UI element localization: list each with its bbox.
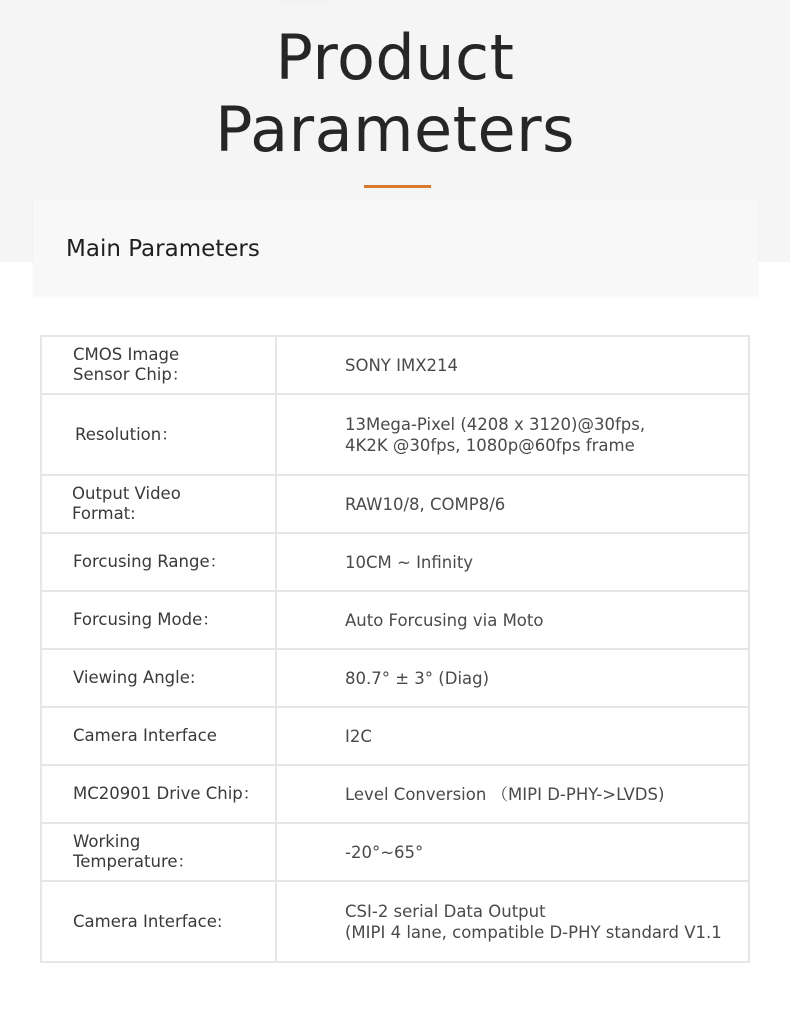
- param-label: Working: [73, 832, 141, 851]
- section-heading: Main Parameters: [66, 236, 260, 262]
- param-label: Temperature：: [73, 852, 195, 871]
- param-value: I2C: [345, 726, 372, 746]
- param-value-cell: [276, 881, 749, 962]
- param-value: Level Conversion （MIPI D-PHY->LVDS): [345, 784, 665, 804]
- param-value: RAW10/8, COMP8/6: [345, 494, 506, 514]
- param-value: -20°~65°: [345, 842, 424, 862]
- param-label-cell: [41, 394, 276, 475]
- table-row: [41, 533, 749, 591]
- table-row: [41, 823, 749, 881]
- param-label: Camera Interface:: [73, 911, 223, 931]
- param-value-cell: [276, 533, 749, 591]
- param-value: Auto Forcusing via Moto: [345, 610, 544, 630]
- param-label-cell: [41, 823, 276, 881]
- table-row: [41, 591, 749, 649]
- param-value-cell: [276, 336, 749, 394]
- page-title-line-2: Parameters: [215, 93, 575, 166]
- param-value-cell: [276, 475, 749, 533]
- table-row: [41, 707, 749, 765]
- param-label-cell: [41, 533, 276, 591]
- param-value: SONY IMX214: [345, 355, 459, 375]
- table-row: [41, 765, 749, 823]
- table-row: [41, 475, 749, 533]
- title-underline-accent: [364, 185, 431, 188]
- page-title-line-1: Product: [275, 21, 515, 94]
- param-value: 13Mega-Pixel (4208 x 3120)@30fps,: [345, 414, 646, 434]
- param-label: Camera Interface: [73, 726, 217, 745]
- param-value: 80.7° ± 3° (Diag): [345, 668, 490, 688]
- param-label: Sensor Chip：: [73, 365, 189, 384]
- param-label: Viewing Angle:: [73, 668, 196, 687]
- param-label: Format:: [72, 504, 136, 523]
- table-row: [41, 649, 749, 707]
- param-value: 10CM ~ Infinity: [345, 552, 474, 572]
- parameters-table: [40, 335, 750, 963]
- decorative-glow: [250, 0, 360, 6]
- param-label: Output Video: [72, 484, 181, 503]
- param-label-cell: [41, 765, 276, 823]
- param-label-cell: [41, 881, 276, 962]
- table-row: [41, 881, 749, 962]
- param-label-cell: [41, 475, 276, 533]
- param-label: Forcusing Mode：: [73, 610, 219, 629]
- table-row: [41, 336, 749, 394]
- param-label-cell: [41, 336, 276, 394]
- param-label: Resolution：: [75, 424, 178, 444]
- page-title: [0, 22, 790, 166]
- param-value-cell: [276, 707, 749, 765]
- param-label-cell: [41, 591, 276, 649]
- param-value: 4K2K @30fps, 1080p@60fps frame: [345, 435, 635, 455]
- param-value: CSI-2 serial Data Output: [345, 901, 546, 921]
- table-row: [41, 394, 749, 475]
- param-value-cell: [276, 649, 749, 707]
- param-value-cell: [276, 765, 749, 823]
- param-value: (MIPI 4 lane, compatible D-PHY standard V1.1: [345, 922, 722, 942]
- param-label-cell: [41, 649, 276, 707]
- param-label-cell: [41, 707, 276, 765]
- param-value-cell: [276, 591, 749, 649]
- param-label: MC20901 Drive Chip：: [73, 784, 260, 803]
- param-value-cell: [276, 394, 749, 475]
- param-label: CMOS Image: [73, 345, 180, 364]
- param-value-cell: [276, 823, 749, 881]
- param-label: Forcusing Range：: [73, 552, 227, 571]
